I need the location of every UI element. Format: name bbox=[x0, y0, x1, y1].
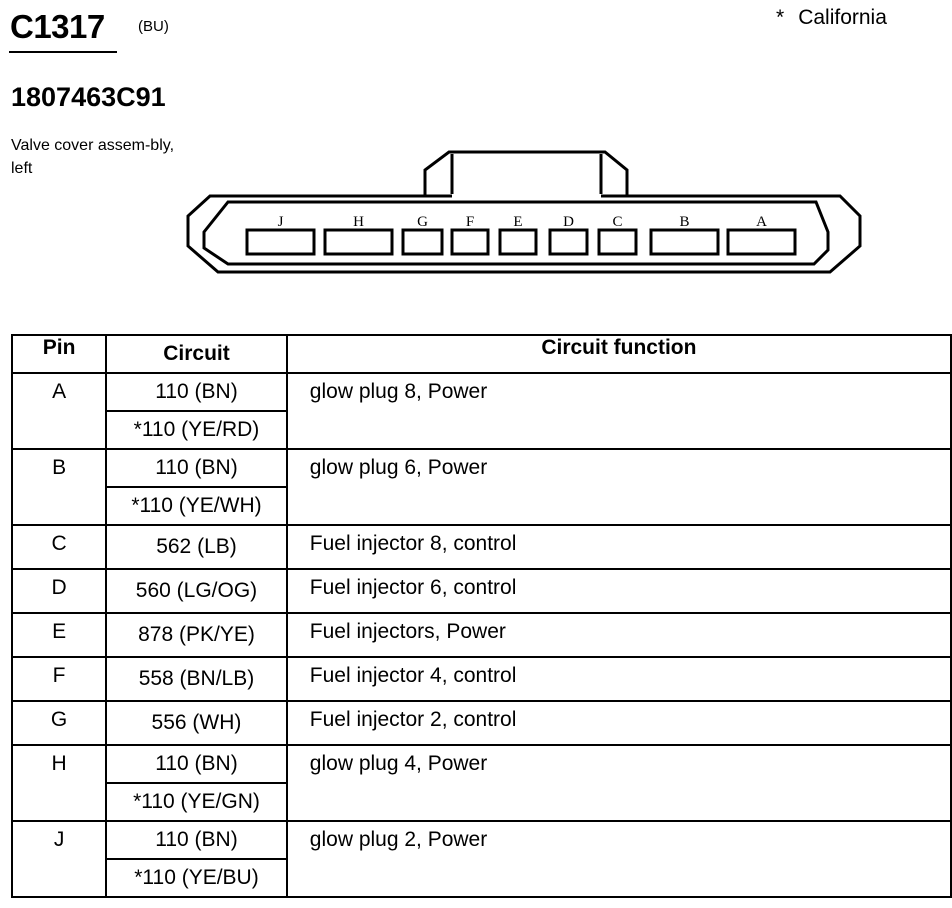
connector-description: Valve cover assem-bly, left bbox=[11, 137, 175, 177]
pin-cell: D bbox=[12, 569, 106, 613]
pin-cell: G bbox=[12, 701, 106, 745]
table-row bbox=[12, 701, 951, 745]
function-cell: Fuel injector 4, control bbox=[287, 657, 951, 701]
connector-id: C1317 bbox=[10, 8, 105, 45]
table-row bbox=[12, 657, 951, 701]
circuit-cell: *110 (YE/RD) bbox=[106, 411, 287, 449]
circuit-cell: 110 (BN) bbox=[106, 373, 287, 411]
function-cell: Fuel injector 8, control bbox=[287, 525, 951, 569]
circuit-cell: 558 (BN/LB) bbox=[106, 657, 287, 701]
function-cell: Fuel injector 2, control bbox=[287, 701, 951, 745]
function-cell: glow plug 8, Power bbox=[287, 373, 951, 449]
cavity-c bbox=[599, 230, 636, 254]
title-underline bbox=[9, 51, 117, 53]
circuit-cell: 556 (WH) bbox=[106, 701, 287, 745]
cavity-j bbox=[247, 230, 314, 254]
pin-cell: C bbox=[12, 525, 106, 569]
cavity-h bbox=[325, 230, 392, 254]
cavity-label-b: B bbox=[679, 214, 690, 230]
circuit-cell: *110 (YE/WH) bbox=[106, 487, 287, 525]
table-header-row bbox=[12, 335, 951, 373]
table-row bbox=[12, 569, 951, 613]
function-cell: glow plug 2, Power bbox=[287, 821, 951, 897]
pinout-table-body bbox=[12, 373, 951, 897]
function-cell: Fuel injector 6, control bbox=[287, 569, 951, 613]
table-row bbox=[12, 373, 951, 411]
cavity-d bbox=[550, 230, 587, 254]
cavity-label-j: J bbox=[277, 214, 284, 230]
cavity-label-a: A bbox=[756, 214, 767, 230]
cavity-a bbox=[728, 230, 795, 254]
cavity-label-e: E bbox=[513, 214, 523, 230]
table-row bbox=[12, 525, 951, 569]
connector-face-diagram bbox=[180, 148, 870, 278]
cavity-b bbox=[651, 230, 718, 254]
circuit-cell: 110 (BN) bbox=[106, 449, 287, 487]
cavity-f bbox=[452, 230, 488, 254]
table-row bbox=[12, 821, 951, 859]
cavity-label-d: D bbox=[563, 214, 574, 230]
circuit-cell: *110 (YE/GN) bbox=[106, 783, 287, 821]
cavity-g bbox=[403, 230, 442, 254]
table-row bbox=[12, 745, 951, 783]
cavity-label-f: F bbox=[465, 214, 475, 230]
pin-cell: F bbox=[12, 657, 106, 701]
function-cell: Fuel injectors, Power bbox=[287, 613, 951, 657]
table-row bbox=[12, 613, 951, 657]
cavity-label-g: G bbox=[417, 214, 428, 230]
pin-cell: A bbox=[12, 373, 106, 449]
circuit-cell: *110 (YE/BU) bbox=[106, 859, 287, 897]
column-header-circuit: Circuit bbox=[106, 335, 287, 373]
pin-cell: E bbox=[12, 613, 106, 657]
function-cell: glow plug 4, Power bbox=[287, 745, 951, 821]
circuit-cell: 560 (LG/OG) bbox=[106, 569, 287, 613]
pin-cell: B bbox=[12, 449, 106, 525]
column-header-function: Circuit function bbox=[287, 335, 951, 373]
table-row bbox=[12, 449, 951, 487]
circuit-cell: 878 (PK/YE) bbox=[106, 613, 287, 657]
pin-cell: J bbox=[12, 821, 106, 897]
cavity-label-c: C bbox=[612, 214, 623, 230]
function-cell: glow plug 6, Power bbox=[287, 449, 951, 525]
footnote-symbol: * bbox=[776, 6, 785, 29]
pinout-table bbox=[11, 334, 952, 898]
circuit-cell: 110 (BN) bbox=[106, 745, 287, 783]
circuit-cell: 110 (BN) bbox=[106, 821, 287, 859]
connector-color-code: (BU) bbox=[138, 18, 169, 35]
footnote bbox=[776, 6, 887, 30]
pin-cell: H bbox=[12, 745, 106, 821]
cavity-e bbox=[500, 230, 536, 254]
circuit-cell: 562 (LB) bbox=[106, 525, 287, 569]
part-number: 1807463C91 bbox=[11, 82, 166, 112]
column-header-pin: Pin bbox=[12, 335, 106, 373]
footnote-text: California bbox=[798, 6, 887, 29]
cavity-label-h: H bbox=[353, 214, 364, 230]
